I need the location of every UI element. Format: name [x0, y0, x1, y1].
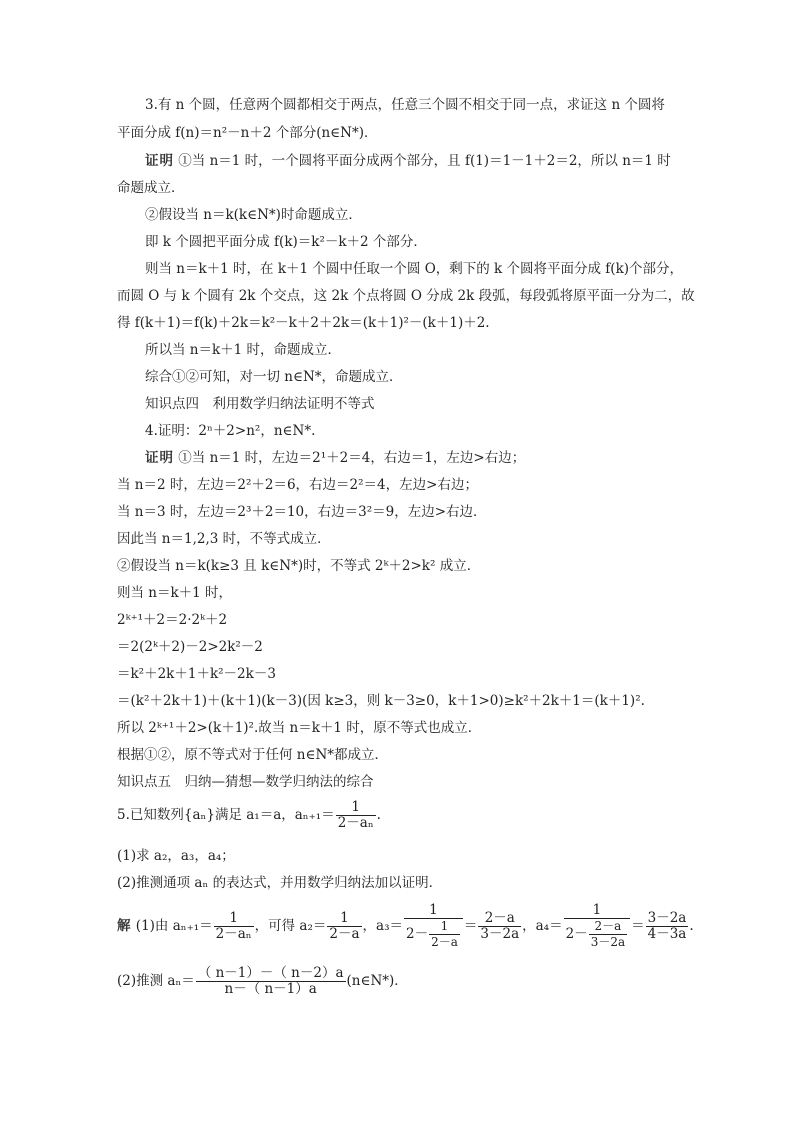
fraction-numerator: 1 [592, 902, 602, 918]
fraction [196, 966, 346, 997]
problem4-step12: 根据①②，原不等式对于任何 n∈N*都成立． [117, 747, 389, 763]
fraction-denominator: n－（ n－1）a [196, 981, 346, 997]
fraction-denominator: 2－a [329, 926, 360, 942]
fraction-denominator: 2－aₙ [215, 926, 252, 942]
problem3-step2: ②假设当 n＝k(k∈N*)时命题成立． [145, 207, 362, 223]
problem3-step3: 即 k 个圆把平面分成 f(k)＝k²－k＋2 个部分． [145, 234, 427, 250]
problem5-line1 [117, 800, 381, 831]
solution1-text: ，可得 a₂＝ [254, 918, 327, 934]
problem4-step10: ＝(k²＋2k＋1)＋(k＋1)(k－3)(因 k≥3，则 k－3≥0，k＋1>0)≥k²＋2k＋1＝(k＋1)². [117, 693, 645, 709]
problem3-step6: 得 f(k＋1)＝f(k)＋2k＝k²－k＋2＋2k＝(k＋1)²－(k＋1)＋2. [117, 315, 490, 331]
problem4-step9: ＝k²＋2k＋1＋k²－2k－3 [117, 666, 276, 682]
inner-fraction [589, 919, 627, 950]
problem3-line1: 3.有 n 个圆，任意两个圆都相交于两点，任意三个圆不相交于同一点，求证这 n 个圆将 [145, 97, 665, 113]
problem5-line1-prefix: 5.已知数列{aₙ}满足 a₁＝a，aₙ₊₁＝ [117, 807, 335, 823]
equals-sign: ＝ [631, 918, 645, 934]
problem5-solution2 [117, 966, 408, 997]
fraction-denominator: 3－2a [590, 935, 626, 949]
fraction-denominator: 2－aₙ [337, 815, 374, 831]
solution2-prefix: (2)推测 aₙ＝ [117, 973, 195, 989]
section5-title: 知识点五 归纳—猜想—数学归纳法的综合 [117, 774, 374, 790]
problem4-line1: 4.证明：2ⁿ＋2>n²，n∈N*. [145, 423, 316, 439]
problem4-step11: 所以 2ᵏ⁺¹＋2>(k＋1)².故当 n＝k＋1 时，原不等式也成立． [117, 720, 482, 736]
proof-label: 证明 [145, 450, 174, 466]
equals-sign: ＝ [463, 918, 478, 934]
problem3-line2: 平面分成 f(n)＝n²－n＋2 个部分(n∈N*)． [117, 125, 378, 141]
fraction [327, 911, 361, 942]
problem3-step4: 则当 n＝k＋1 时，在 k＋1 个圆中任取一个圆 O，剩下的 k 个圆将平面分成 f(k)个部分， [145, 261, 684, 277]
denominator-prefix: 2－ [406, 926, 429, 942]
solution-label: 解 [117, 918, 132, 934]
fraction-numerator: 1 [229, 910, 238, 926]
problem3-step7: 所以当 n＝k＋1 时，命题成立． [145, 342, 342, 358]
fraction-numerator: 1 [340, 910, 349, 926]
inner-fraction [429, 919, 460, 950]
fraction-denominator [564, 918, 631, 950]
problem3-step1 [145, 152, 671, 170]
fraction-numerator: （ n－1）－（ n－2）a [197, 965, 344, 981]
fraction [336, 800, 376, 831]
fraction-numerator: 2－a [594, 919, 622, 933]
problem5-solution1 [117, 903, 694, 950]
fraction-numerator: 1 [429, 902, 438, 918]
fraction-denominator [404, 918, 463, 950]
problem4-step8: ＝2(2ᵏ＋2)－2>2k²－2 [117, 639, 263, 655]
compound-fraction [564, 903, 631, 950]
problem5-q1: (1)求 a₂，a₃，a₄； [117, 848, 235, 864]
proof-label: 证明 [145, 153, 174, 169]
fraction [478, 911, 521, 942]
fraction-denominator: 4－3a [647, 926, 687, 942]
fraction-denominator: 2－a [431, 935, 458, 949]
solution2-suffix: (n∈N*)． [346, 973, 408, 989]
solution1-end: . [689, 918, 694, 934]
problem4-step4: 因此当 n＝1,2,3 时，不等式成立． [117, 531, 331, 547]
fraction-numerator: 1 [351, 799, 360, 815]
problem4-step1-text: ①当 n＝1 时，左边＝2¹＋2＝4，右边＝1，左边>右边； [178, 450, 526, 466]
section4-title: 知识点四 利用数学归纳法证明不等式 [145, 396, 375, 412]
fraction [214, 911, 254, 942]
problem4-step5: ②假设当 n＝k(k≥3 且 k∈N*)时，不等式 2ᵏ＋2>k² 成立． [117, 558, 481, 574]
problem3-step5: 而圆 O 与 k 个圆有 2k 个交点，这 2k 个点将圆 O 分成 2k 段弧，每段弧将原平面一分为二，故 [117, 288, 695, 304]
fraction-numerator: 2－a [484, 910, 515, 926]
problem5-line1-suffix: . [376, 807, 381, 823]
solution1-prefix: (1)由 aₙ₊₁＝ [135, 918, 213, 934]
solution1-text: ，a₃＝ [362, 918, 403, 934]
problem3-step1-cont: 命题成立． [117, 180, 185, 196]
fraction-denominator: 3－2a [480, 926, 520, 942]
fraction [646, 911, 689, 942]
problem4-step1 [145, 449, 525, 467]
problem3-step8: 综合①②可知，对一切 n∈N*，命题成立． [145, 369, 403, 385]
compound-fraction [404, 903, 463, 950]
fraction-numerator: 3－2a [647, 910, 687, 926]
denominator-prefix: 2－ [565, 926, 588, 942]
fraction-numerator: 1 [440, 919, 449, 933]
problem3-step1-text: ①当 n＝1 时，一个圆将平面分成两个部分，且 f(1)＝1－1＋2＝2，所以 n＝1 时 [178, 153, 671, 169]
problem4-step6: 则当 n＝k＋1 时， [117, 585, 233, 601]
problem5-q2: (2)推测通项 aₙ 的表达式，并用数学归纳法加以证明． [117, 875, 443, 891]
problem4-step3: 当 n＝3 时，左边＝2³＋2＝10，右边＝3²＝9，左边>右边． [117, 504, 487, 520]
problem4-step7: 2ᵏ⁺¹＋2＝2·2ᵏ＋2 [117, 612, 228, 628]
problem4-step2: 当 n＝2 时，左边＝2²＋2＝6，右边＝2²＝4，左边>右边； [117, 477, 478, 493]
solution1-text: ，a₄＝ [522, 918, 563, 934]
